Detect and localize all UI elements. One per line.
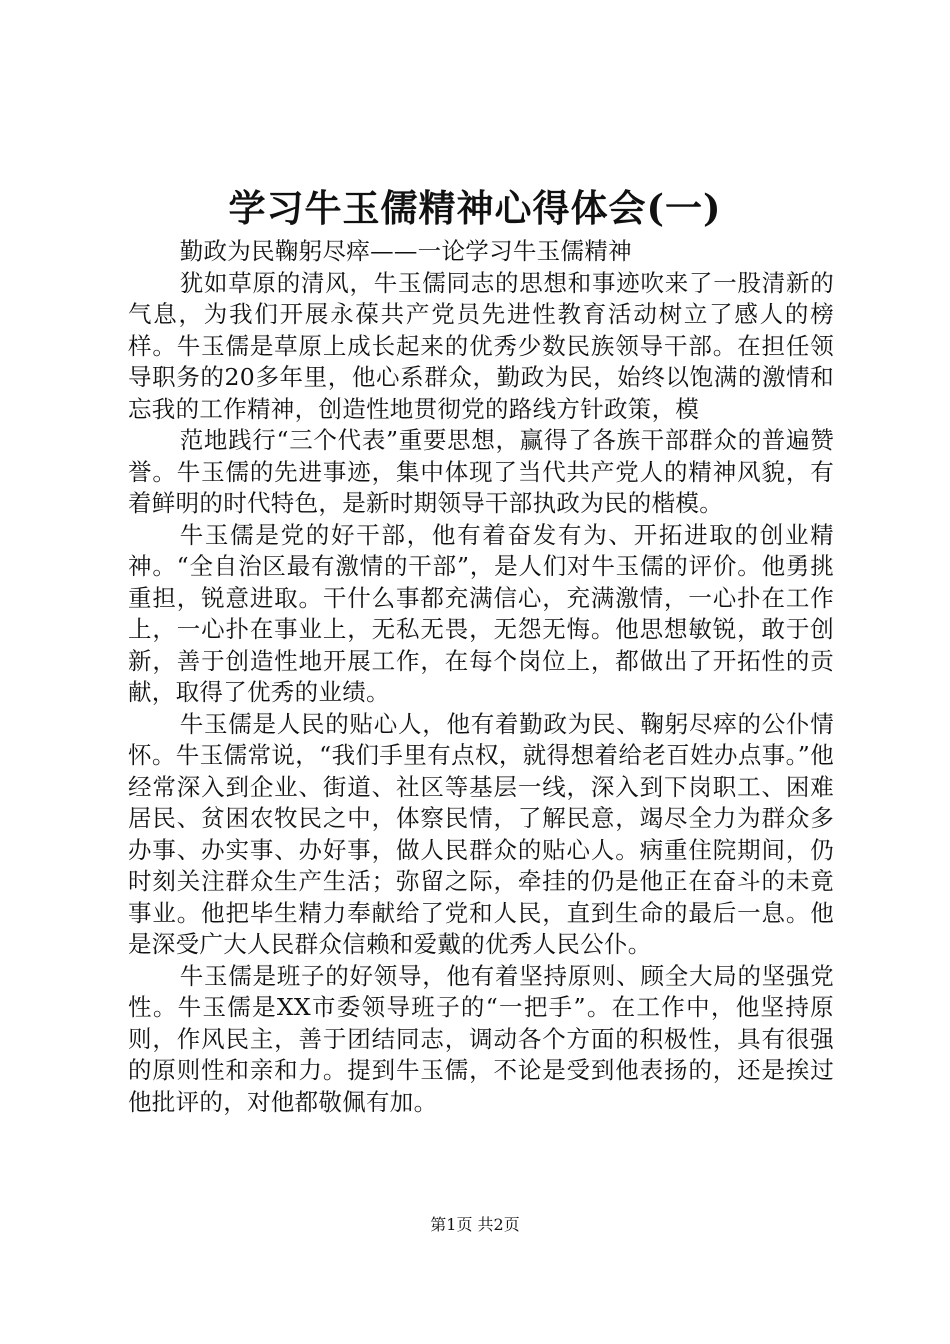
document-body — [128, 236, 834, 1118]
body-paragraph: 牛玉儒是人民的贴心人，他有着勤政为民、鞠躬尽瘁的公仆情怀。牛玉儒常说，“我们手里有点权，就得想着给老百姓办点事。”他经常深入到企业、街道、社区等基层一线，深入到下岗职工、困难居民、贫困农牧民之中，体察民情，了解民意，竭尽全力为群众多办事、办实事、办好事，做人民群众的贴心人。病重住院期间，仍时刻关注群众生产生活；弥留之际，牵挂的仍是他正在奋斗的未竟事业。他把毕生精力奉献给了党和人民，直到生命的最后一息。他是深受广大人民群众信赖和爱戴的优秀人民公仆。 — [128, 709, 834, 958]
body-paragraph: 犹如草原的清风，牛玉儒同志的思想和事迹吹来了一股清新的气息，为我们开展永葆共产党员先进性教育活动树立了感人的榜样。牛玉儒是草原上成长起来的优秀少数民族领导干部。在担任领导职务的20多年里，他心系群众，勤政为民，始终以饱满的激情和忘我的工作精神，创造性地贯彻党的路线方针政策，模 — [128, 268, 834, 423]
page-footer: 第1页 共2页 — [430, 1215, 520, 1234]
body-paragraph: 范地践行“三个代表”重要思想，赢得了各族干部群众的普遍赞誉。牛玉儒的先进事迹，集中体现了当代共产党人的精神风貌，有着鲜明的时代特色，是新时期领导干部执政为民的楷模。 — [128, 426, 834, 517]
body-paragraph: 牛玉儒是班子的好领导，他有着坚持原则、顾全大局的坚强党性。牛玉儒是XX市委领导班子的“一把手”。在工作中，他坚持原则，作风民主，善于团结同志，调动各个方面的积极性，具有很强的原则性和亲和力。提到牛玉儒，不论是受到他表扬的，还是挨过他批评的，对他都敬佩有加。 — [128, 961, 834, 1116]
document-title: 学习牛玉儒精神心得体会(一) — [228, 186, 722, 230]
body-paragraph: 牛玉儒是党的好干部，他有着奋发有为、开拓进取的创业精神。“全自治区最有激情的干部”，是人们对牛玉儒的评价。他勇挑重担，锐意进取。干什么事都充满信心，充满激情，一心扑在工作上，一心扑在事业上，无私无畏，无怨无悔。他思想敏锐，敢于创新，善于创造性地开展工作，在每个岗位上，都做出了开拓性的贡献，取得了优秀的业绩。 — [128, 520, 834, 706]
subtitle-paragraph: 勤政为民鞠躬尽瘁——一论学习牛玉儒精神 — [179, 237, 632, 265]
